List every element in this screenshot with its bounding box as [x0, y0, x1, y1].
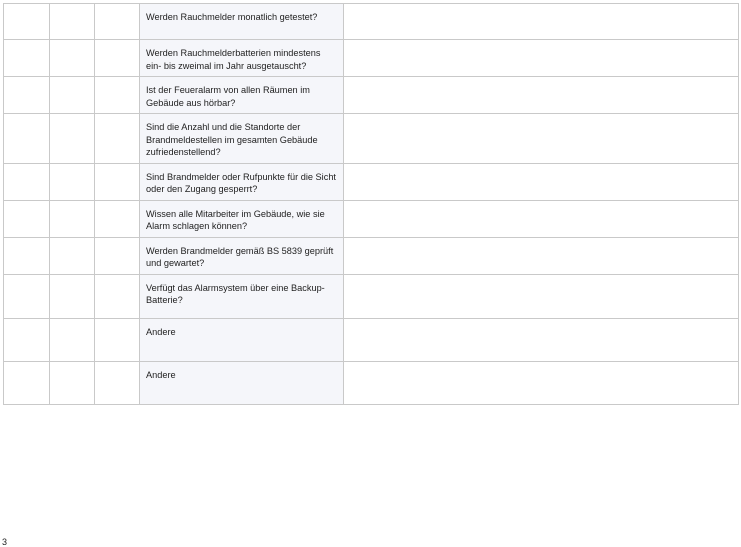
check-cell-2[interactable] [50, 361, 95, 404]
check-cell-3[interactable] [95, 200, 140, 237]
question-text: Verfügt das Alarmsystem über eine Backup-Batterie? [146, 282, 325, 305]
check-cell-3[interactable] [95, 274, 140, 318]
question-text: Sind Brandmelder oder Rufpunkte für die Sicht oder den Zugang gesperrt? [146, 171, 336, 194]
check-cell-1[interactable] [4, 163, 50, 200]
question-text: Andere [146, 369, 176, 380]
notes-cell[interactable] [344, 40, 739, 77]
question-text: Werden Rauchmelderbatterien mindestens ein- bis zweimal im Jahr ausgetauscht? [146, 48, 321, 71]
question-cell [140, 4, 344, 40]
check-cell-2[interactable] [50, 318, 95, 361]
table-row [4, 163, 739, 200]
check-cell-2[interactable] [50, 274, 95, 318]
page-number: 3 [2, 537, 8, 547]
check-cell-3[interactable] [95, 163, 140, 200]
notes-cell[interactable] [344, 237, 739, 274]
question-text: Werden Rauchmelder monatlich getestet? [146, 12, 318, 22]
check-cell-1[interactable] [4, 274, 50, 318]
check-cell-1[interactable] [4, 200, 50, 237]
table-row [4, 318, 739, 361]
question-text: Wissen alle Mitarbeiter im Gebäude, wie sie Alarm schlagen können? [146, 208, 325, 231]
notes-cell[interactable] [344, 77, 739, 114]
notes-cell[interactable] [344, 4, 739, 40]
question-text: Ist der Feueralarm von allen Räumen im Gebäude aus hörbar? [146, 85, 310, 108]
table-row [4, 200, 739, 237]
check-cell-3[interactable] [95, 114, 140, 164]
notes-cell[interactable] [344, 274, 739, 318]
check-cell-1[interactable] [4, 40, 50, 77]
check-cell-2[interactable] [50, 200, 95, 237]
table-row [4, 361, 739, 404]
check-cell-1[interactable] [4, 114, 50, 164]
question-text: Sind die Anzahl und die Standorte der Brandmeldestellen im gesamten Gebäude zufriedenstellend? [146, 122, 318, 157]
question-cell [140, 318, 344, 361]
check-cell-2[interactable] [50, 4, 95, 40]
check-cell-2[interactable] [50, 40, 95, 77]
question-text: Andere [146, 326, 176, 337]
check-cell-2[interactable] [50, 114, 95, 164]
table-row [4, 40, 739, 77]
check-cell-1[interactable] [4, 237, 50, 274]
table-row [4, 77, 739, 114]
table-row [4, 4, 739, 40]
check-cell-3[interactable] [95, 4, 140, 40]
notes-cell[interactable] [344, 318, 739, 361]
check-cell-3[interactable] [95, 361, 140, 404]
check-cell-3[interactable] [95, 40, 140, 77]
table-row [4, 114, 739, 164]
question-cell [140, 200, 344, 237]
check-cell-1[interactable] [4, 361, 50, 404]
check-cell-3[interactable] [95, 318, 140, 361]
check-cell-1[interactable] [4, 4, 50, 40]
notes-cell[interactable] [344, 361, 739, 404]
table-row [4, 274, 739, 318]
question-cell [140, 114, 344, 164]
question-cell [140, 274, 344, 318]
notes-cell[interactable] [344, 163, 739, 200]
check-cell-2[interactable] [50, 163, 95, 200]
question-cell [140, 237, 344, 274]
check-cell-3[interactable] [95, 77, 140, 114]
question-cell [140, 77, 344, 114]
checklist-table [3, 3, 739, 405]
check-cell-1[interactable] [4, 77, 50, 114]
check-cell-1[interactable] [4, 318, 50, 361]
check-cell-2[interactable] [50, 237, 95, 274]
table-row [4, 237, 739, 274]
question-cell [140, 163, 344, 200]
check-cell-2[interactable] [50, 77, 95, 114]
question-text: Werden Brandmelder gemäß BS 5839 geprüft und gewartet? [146, 245, 334, 268]
check-cell-3[interactable] [95, 237, 140, 274]
notes-cell[interactable] [344, 200, 739, 237]
question-cell [140, 361, 344, 404]
notes-cell[interactable] [344, 114, 739, 164]
question-cell [140, 40, 344, 77]
